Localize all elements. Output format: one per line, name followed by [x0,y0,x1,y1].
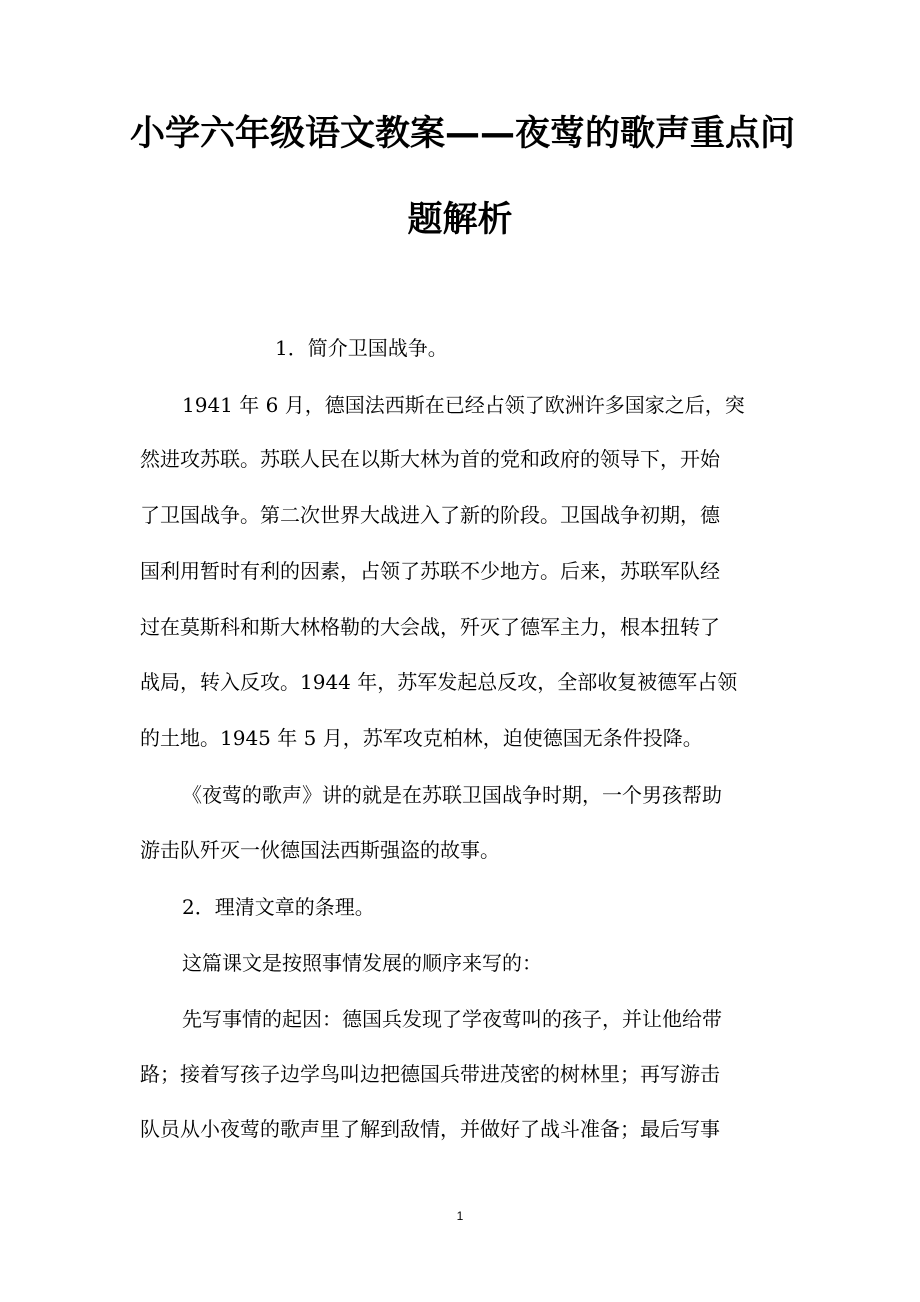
paragraph-line: 了卫国战争。第二次世界大战进入了新的阶段。卫国战争初期，德 [140,503,720,527]
paragraph-line: 战局，转入反攻。1944 年，苏军发起总反攻，全部收复被德军占领 [140,670,738,694]
paragraph-line: 路；接着写孩子边学鸟叫边把德国兵带进茂密的树林里；再写游击 [140,1062,720,1086]
paragraph-line: 的土地。1945 年 5 月，苏军攻克柏林，迫使德国无条件投降。 [140,726,703,750]
page-number: 1 [456,1209,464,1223]
paragraph-line: 《夜莺的歌声》讲的就是在苏联卫国战争时期，一个男孩帮助 [182,783,722,807]
section-heading-2: 2．理清文章的条理。 [182,895,375,919]
paragraph-line: 然进攻苏联。苏联人民在以斯大林为首的党和政府的领导下，开始 [140,447,720,471]
document-title-line-2: 题解析 [407,200,513,240]
paragraph-line: 这篇课文是按照事情发展的顺序来写的： [182,951,542,975]
paragraph-line: 游击队歼灭一伙德国法西斯强盗的故事。 [140,838,500,862]
paragraph-line: 国利用暂时有利的因素，占领了苏联不少地方。后来，苏联军队经 [140,559,720,583]
paragraph-line: 过在莫斯科和斯大林格勒的大会战，歼灭了德军主力，根本扭转了 [140,615,720,639]
document-title-line-1: 小学六年级语文教案——夜莺的歌声重点问 [130,114,796,154]
paragraph-line: 队员从小夜莺的歌声里了解到敌情，并做好了战斗准备；最后写事 [140,1117,720,1141]
paragraph-line: 1941 年 6 月，德国法西斯在已经占领了欧洲许多国家之后，突 [182,393,745,417]
paragraph-line: 先写事情的起因：德国兵发现了学夜莺叫的孩子，并让他给带 [182,1007,722,1031]
section-heading-1: 1．简介卫国战争。 [275,336,448,360]
